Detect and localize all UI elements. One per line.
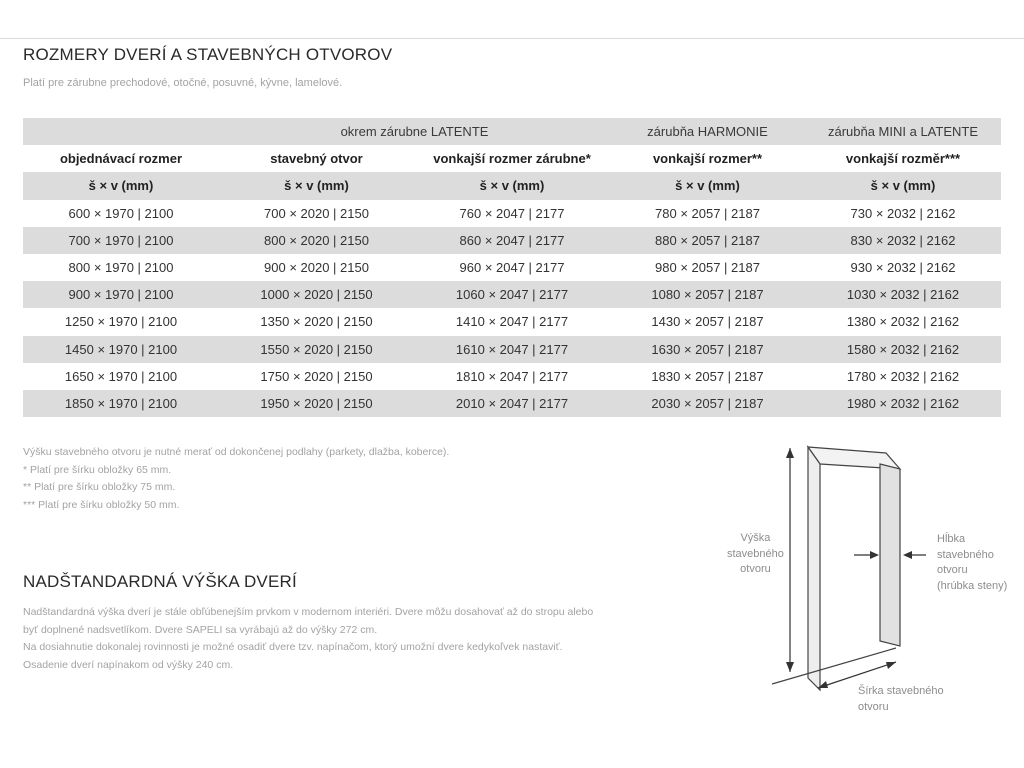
paragraph-line: byť doplnené nadsvetlíkom. Dvere SAPELI sa vyrábajú až do výšky 272 cm. (23, 623, 378, 636)
page-subtitle: Platí pre zárubne prechodové, otočné, posuvné, kývne, lamelové. (23, 77, 343, 89)
table-cell: 1750 × 2020 | 2150 (260, 368, 373, 384)
table-cell: 900 × 2020 | 2150 (264, 260, 369, 276)
unit-label: š × v (mm) (610, 172, 805, 199)
table-cell: 730 × 2032 | 2162 (850, 205, 956, 221)
table-cell: 980 × 2057 | 2187 (655, 260, 760, 276)
table-cell: 1610 × 2047 | 2177 (414, 336, 610, 363)
arrow-head-icon (786, 448, 794, 458)
table-cell: 1810 × 2047 | 2177 (455, 368, 569, 384)
unit-label: š × v (mm) (414, 172, 610, 199)
column-header: objednávací rozmer (59, 151, 183, 167)
unit-row (23, 172, 1001, 199)
table-row (23, 390, 1001, 417)
table-cell: 1350 × 2020 | 2150 (260, 314, 373, 330)
depth-label: Hĺbka stavebného otvoru (hrúbka steny) (937, 533, 1008, 592)
unit-label: š × v (mm) (219, 172, 414, 199)
section-title-oversize: NADŠTANDARDNÁ VÝŠKA DVERÍ (23, 572, 297, 591)
arrow-head-icon (886, 662, 896, 669)
column-header: vonkajší rozměr*** (845, 151, 961, 167)
table-row (23, 200, 1001, 227)
table-cell: 2010 × 2047 | 2177 (414, 390, 610, 417)
note-75: ** Platí pre šírku obložky 75 mm. (23, 481, 176, 494)
table-cell: 800 × 2020 | 2150 (219, 227, 414, 254)
table-cell: 1430 × 2057 | 2187 (651, 314, 764, 330)
table-cell: 1630 × 2057 | 2187 (610, 336, 805, 363)
table-cell: 830 × 2032 | 2162 (805, 227, 1001, 254)
height-label: Výška stavebného otvoru (727, 532, 784, 575)
table-cell: 1650 × 1970 | 2100 (64, 368, 178, 384)
group-header-harmonie: zárubňa HARMONIE (610, 118, 805, 145)
table-cell: 1000 × 2020 | 2150 (219, 281, 414, 308)
table-cell: 780 × 2057 | 2187 (655, 205, 760, 221)
table-cell: 1580 × 2032 | 2162 (805, 336, 1001, 363)
table-cell: 960 × 2047 | 2177 (459, 260, 565, 276)
paragraph-line: Na dosiahnutie dokonalej rovinnosti je možné osadiť dvere tzv. napínačom, ktorý umožní dvere kedykoľvek nastaviť. (23, 641, 563, 653)
table-cell: 860 × 2047 | 2177 (414, 227, 610, 254)
note-measure: Výšku stavebného otvoru je nutné merať od dokončenej podlahy (parkety, dlažba, koberce). (23, 446, 450, 458)
table-cell: 700 × 1970 | 2100 (23, 227, 219, 254)
table-cell: 880 × 2057 | 2187 (610, 227, 805, 254)
table-cell: 1450 × 1970 | 2100 (23, 336, 219, 363)
table-cell: 2030 × 2057 | 2187 (610, 390, 805, 417)
arrow-head-icon (786, 662, 794, 672)
arrow-head-icon (903, 551, 912, 559)
group-header-row (23, 118, 1001, 145)
table-body (23, 200, 1001, 418)
table-cell: 1410 × 2047 | 2177 (455, 314, 569, 330)
table-cell: 1950 × 2020 | 2150 (219, 390, 414, 417)
table-row (23, 254, 1001, 281)
group-header-standard: okrem zárubne LATENTE (23, 118, 610, 145)
page-title: ROZMERY DVERÍ A STAVEBNÝCH OTVOROV (23, 45, 393, 64)
table-row (23, 308, 1001, 335)
frame-side-face (808, 447, 820, 690)
group-header-mini-latente: zárubňa MINI a LATENTE (805, 118, 1001, 145)
column-header: stavebný otvor (270, 151, 363, 167)
column-header: vonkajší rozmer zárubne* (433, 151, 591, 167)
table-cell: 900 × 1970 | 2100 (23, 281, 219, 308)
table-row (23, 336, 1001, 363)
table-cell: 1380 × 2032 | 2162 (846, 314, 960, 330)
top-divider (0, 38, 1024, 39)
table-cell: 1830 × 2057 | 2187 (651, 368, 764, 384)
table-cell: 930 × 2032 | 2162 (850, 260, 956, 276)
arrow-head-icon (870, 551, 879, 559)
table-row (23, 227, 1001, 254)
table-cell: 1550 × 2020 | 2150 (219, 336, 414, 363)
width-label: Šírka stavebného otvoru (858, 685, 944, 713)
note-65: * Platí pre šírku obložky 65 mm. (23, 463, 172, 476)
table-cell: 1060 × 2047 | 2177 (414, 281, 610, 308)
unit-label: š × v (mm) (805, 172, 1001, 199)
paragraph-line: Nadštandardná výška dverí je stále obľúbenejším prvkom v modernom interiéri. Dvere môžu dosahovať až do stropu alebo (23, 606, 594, 618)
door-dimensions-table (23, 118, 1001, 417)
table-cell: 1080 × 2057 | 2187 (610, 281, 805, 308)
table-cell: 600 × 1970 | 2100 (68, 205, 174, 221)
column-header: vonkajší rozmer** (652, 151, 763, 167)
table-row (23, 363, 1001, 390)
table-cell: 1030 × 2032 | 2162 (805, 281, 1001, 308)
oversize-paragraph (23, 604, 723, 674)
table-cell: 700 × 2020 | 2150 (264, 205, 369, 221)
column-header-row (23, 145, 1001, 172)
notes (23, 444, 449, 515)
table-cell: 800 × 1970 | 2100 (68, 260, 174, 276)
table-cell: 1250 × 1970 | 2100 (64, 314, 178, 330)
table-cell: 760 × 2047 | 2177 (459, 205, 565, 221)
table-cell: 1780 × 2032 | 2162 (846, 368, 960, 384)
frame-right-jamb (880, 464, 900, 646)
unit-label: š × v (mm) (23, 172, 219, 199)
note-50: *** Platí pre šírku obložky 50 mm. (23, 499, 180, 512)
paragraph-line: Osadenie dverí napínakom od výšky 240 cm. (23, 658, 234, 671)
table-row (23, 281, 1001, 308)
table-cell: 1980 × 2032 | 2162 (805, 390, 1001, 417)
table-cell: 1850 × 1970 | 2100 (23, 390, 219, 417)
